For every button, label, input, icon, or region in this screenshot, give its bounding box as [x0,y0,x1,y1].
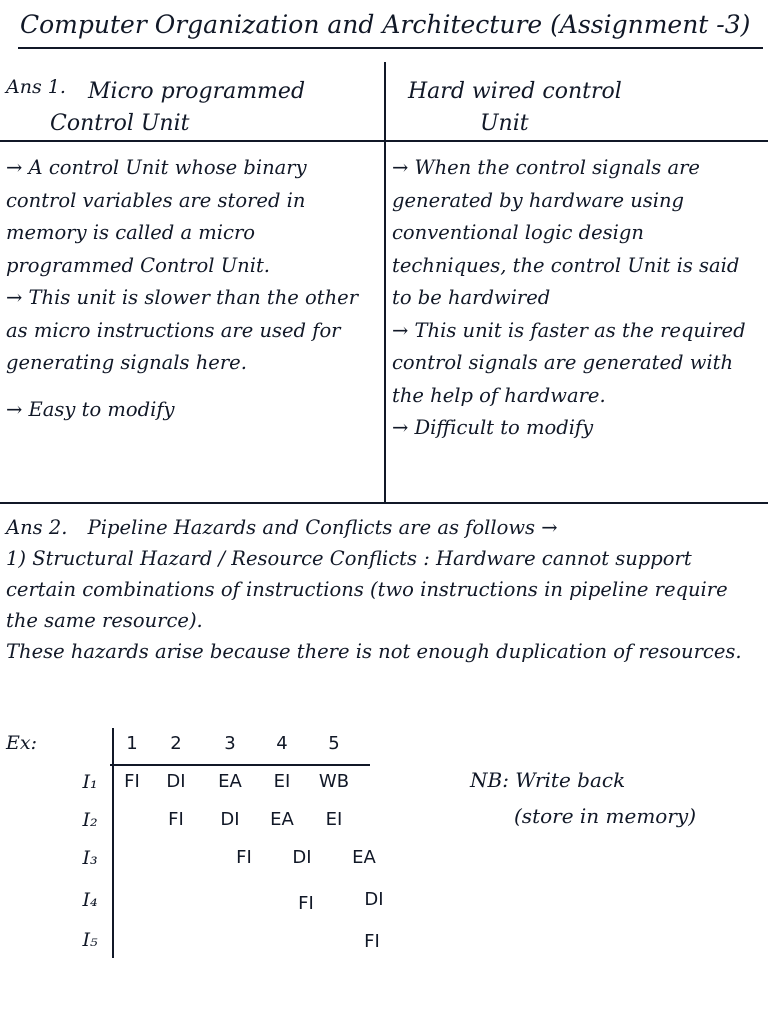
pipeline-diagram [72,728,392,968]
right-column-body [392,152,764,445]
right-column-heading [408,76,622,140]
answer2-section [6,512,762,667]
left-column-body [6,152,378,426]
pipeline-stage: DI [220,809,240,830]
pipeline-stage: DI [166,771,186,792]
table-bottom-border [0,502,768,504]
right-point: → This unit is faster as the required control signals are generated with the help of hardware. [392,318,746,407]
pipeline-stage: DI [292,847,312,868]
right-point: → When the control signals are generated by hardware using conventional logic design techniques, the control Unit is said to be hardwired [392,156,740,309]
pipeline-row-label: I₅ [82,929,98,951]
structural-hazard-text: 1) Structural Hazard / Resource Conflicts : Hardware cannot support certain combinations of instructions (two instructions in pipeline require the same resource). [6,547,728,632]
pipeline-row-axis [112,728,114,958]
pipeline-col-header: 2 [170,733,182,754]
pipeline-row-label: I₂ [82,809,98,831]
right-heading-line1: Hard wired control [408,79,622,104]
pipeline-stage: FI [124,771,140,792]
pipeline-stage: EA [218,771,242,792]
hazard-reason-text: These hazards arise because there is not enough duplication of resources. [6,640,742,663]
left-point: → This unit is slower than the other as micro instructions are used for generating signals here. [6,286,359,374]
pipeline-stage: EI [325,809,343,830]
pipeline-col-header: 5 [328,733,340,754]
pipeline-col-header: 1 [126,733,138,754]
left-heading-line2: Control Unit [50,111,190,136]
pipeline-col-header: 4 [276,733,288,754]
pipeline-stage: FI [168,809,184,830]
answer2-label: Ans 2. [6,516,68,539]
column-divider [384,62,386,502]
note-line1: NB: Write back [470,768,626,792]
example-label: Ex: [6,732,37,754]
pipeline-row-label: I₃ [82,847,98,869]
right-heading-line2: Unit [480,111,529,136]
left-column-heading [50,76,306,140]
pipeline-stage: FI [298,893,314,914]
pipeline-row-label: I₁ [82,771,98,793]
answer2-intro: Pipeline Hazards and Conflicts are as follows → [87,516,558,539]
comparison-table [0,62,768,502]
page-title: Computer Organization and Architecture (Assignment -3) [20,10,751,39]
pipeline-stage: EA [270,809,294,830]
note-line2: (store in memory) [514,804,697,828]
pipeline-column-axis [110,764,370,766]
answer2-heading [6,512,762,543]
title-underline [18,47,763,49]
write-back-note [470,762,696,834]
right-point: → Difficult to modify [392,416,594,439]
pipeline-stage: FI [236,847,252,868]
pipeline-stage: WB [318,771,350,792]
left-heading-line1: Micro programmed [88,79,306,104]
pipeline-row-label: I₄ [82,889,98,911]
pipeline-stage: EA [352,847,376,868]
left-point: → A control Unit whose binary control variables are stored in memory is called a micro programmed Control Unit. [6,156,307,277]
pipeline-stage: DI [364,889,384,910]
header-divider [0,140,768,142]
pipeline-col-header: 3 [224,733,236,754]
answer1-label: Ans 1. [6,76,66,98]
pipeline-stage: EI [273,771,291,792]
pipeline-stage: FI [364,931,380,952]
left-point: → Easy to modify [6,397,175,421]
